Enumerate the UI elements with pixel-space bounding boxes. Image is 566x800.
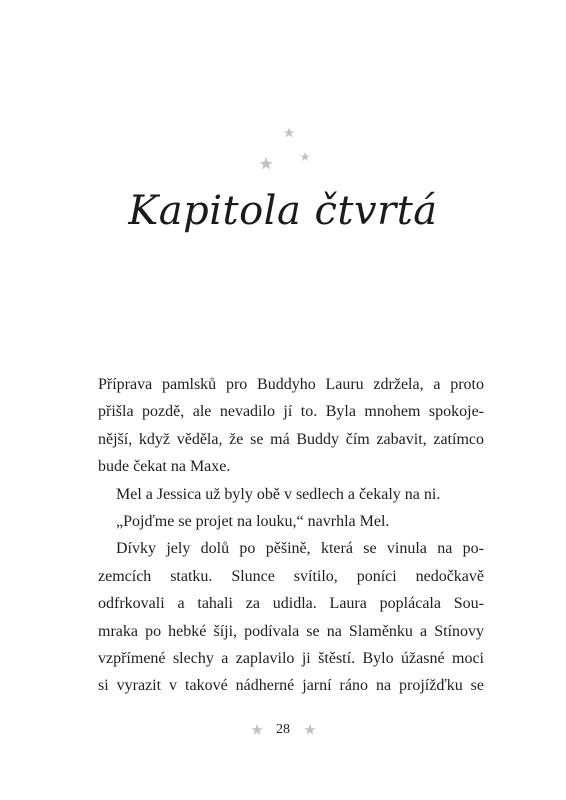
star-icon [304,724,316,736]
text-line: odfrkovali a tahali za udidla. Laura poplácala Sou- [98,595,484,613]
paragraph [98,508,484,535]
paragraph [98,535,484,699]
body-text [98,371,484,700]
text-line: „Pojďme se projet na louku,“ navrhla Mel. [116,513,390,531]
text-line: Příprava pamlsků pro Buddyho Lauru zdržela, a proto [98,376,484,393]
paragraph [98,371,484,481]
star-icon [300,152,310,161]
star-icon [259,157,272,170]
star-icon [284,128,294,138]
star-cluster-icon [0,0,566,200]
text-line: vzpřímené slechy a zaplavilo ji štěstí. Bylo úžasné moci [98,650,484,668]
text-line: nější, když věděla, že se má Buddy čím zabavit, zatímco [98,430,484,448]
star-icon [251,724,263,736]
text-line: bude čekat na Maxe. [98,458,231,476]
text-line: přišla pozdě, ale nevadilo jí to. Byla mnohem spokoje- [98,403,484,421]
paragraph [98,481,484,508]
page-number: 28 [276,722,290,737]
chapter-title: Kapitola čtvrtá [128,188,438,234]
text-line: Dívky jely dolů po pěšině, která se vinula na po- [116,540,484,558]
text-line: si vyrazit v takové nádherné jarní ráno na projížďku se [98,677,484,695]
text-line: Mel a Jessica už byly obě v sedlech a čekaly na ni. [116,485,441,503]
text-line: mraka po hebké šíji, podívala se na Slaměnku a Stínovy [98,622,484,640]
page-footer [0,722,566,738]
text-line: zemcích statku. Slunce svítilo, poníci nedočkavě [98,567,484,585]
